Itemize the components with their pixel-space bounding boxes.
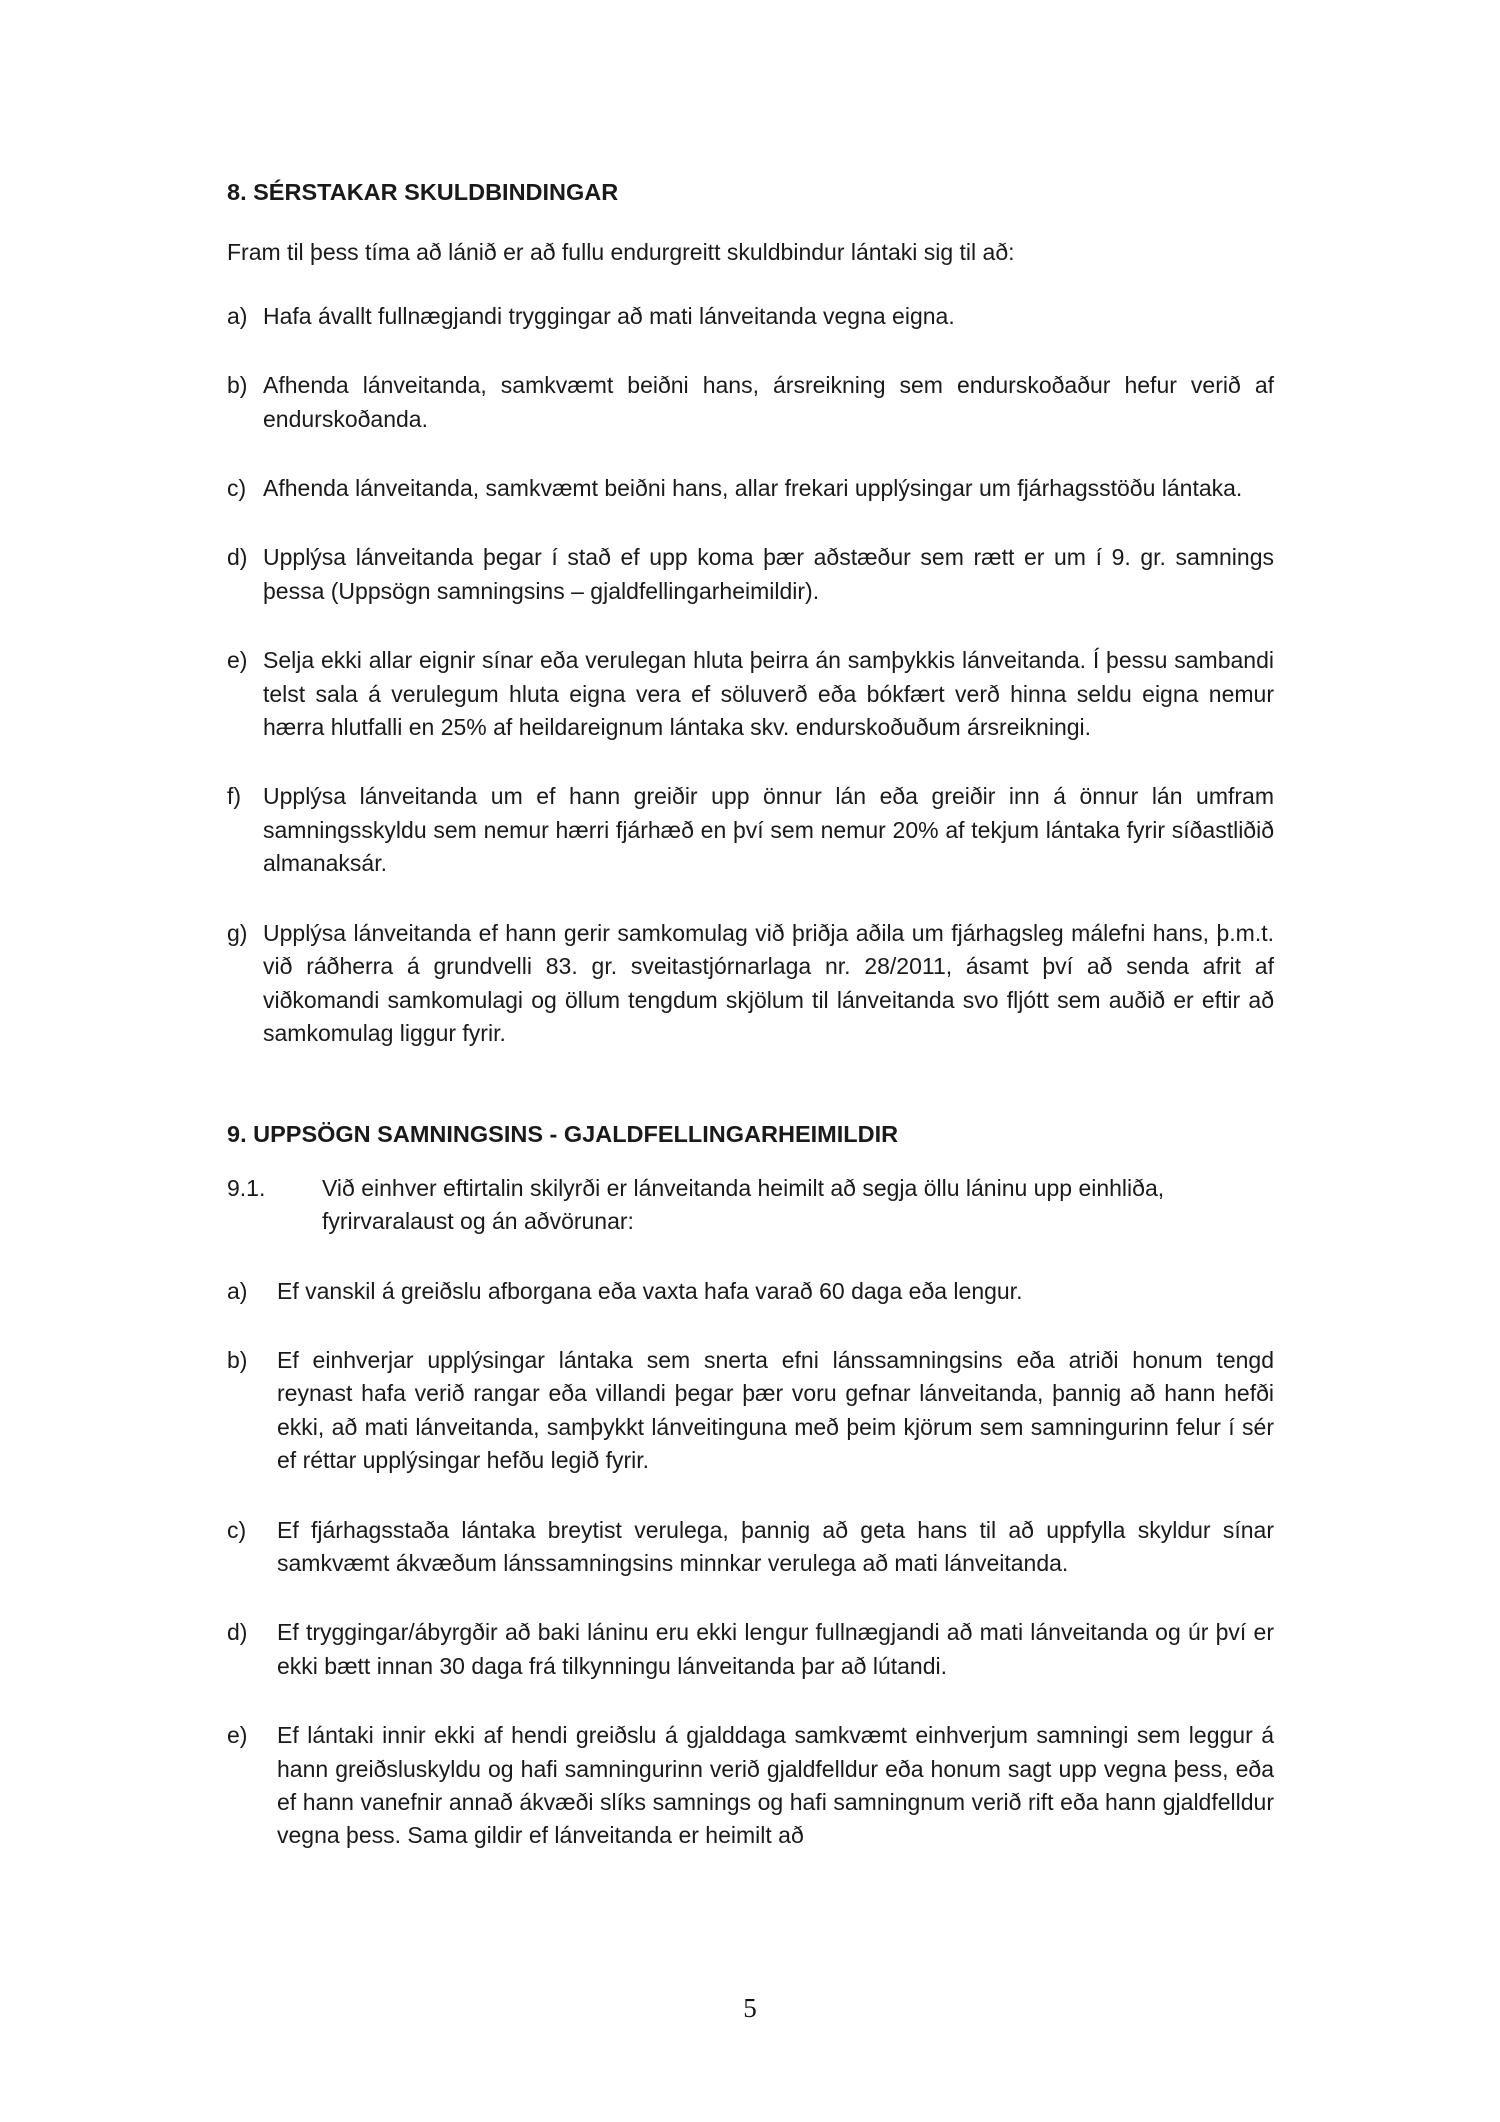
list-item-9c xyxy=(227,1514,1274,1581)
list-item-text: Upplýsa lánveitanda þegar í stað ef upp koma þær aðstæður sem rætt er um í 9. gr. samnings þessa (Uppsögn samningsins – gjaldfellingarheimildir). xyxy=(263,544,1274,604)
list-item-label: b) xyxy=(227,372,248,399)
list-item-text: Ef einhverjar upplýsingar lántaka sem snerta efni lánssamningsins eða atriði honum tengd reynast hafa verið rangar eða villandi þegar þær voru gefnar lánveitanda, þannig að hann hefði ekki, að mati lánveitanda, samþykkt lánveitinguna með þeim kjörum sem samningurinn felur í sér ef réttar upplýsingar hefðu legið fyrir. xyxy=(277,1346,1274,1474)
clause-label: 9.1. xyxy=(227,1174,266,1201)
list-item-label: f) xyxy=(227,783,242,810)
list-item-text: Upplýsa lánveitanda um ef hann greiðir upp önnur lán eða greiðir inn á önnur lán umfram samningsskyldu sem nemur hærri fjárhæð en því sem nemur 20% af tekjum lántaka fyrir síðastliðið almanaksár. xyxy=(263,783,1274,877)
list-item-9e xyxy=(227,1719,1274,1853)
list-item-9d xyxy=(227,1616,1274,1683)
list-item-text: Upplýsa lánveitanda ef hann gerir samkomulag við þriðja aðila um fjárhagsleg málefni hans, þ.m.t. við ráðherra á grundvelli 83. gr. sveitastjórnarlaga nr. 28/2011, ásamt því að senda afrit af viðkomandi samkomulagi og öllum tengdum skjölum til lánveitanda svo fljótt sem auðið er eftir að samkomulag liggur fyrir. xyxy=(263,919,1274,1046)
page-number: 5 xyxy=(743,1993,757,2023)
list-item-8f xyxy=(227,780,1274,880)
list-item-9b xyxy=(227,1344,1274,1478)
list-item-text: Hafa ávallt fullnægjandi tryggingar að mati lánveitanda vegna eigna. xyxy=(263,302,955,329)
list-item-text: Ef lántaki innir ekki af hendi greiðslu á gjalddaga samkvæmt einhverjum samningi sem leggur á hann greiðsluskyldu og hafi samningurinn verið gjaldfelldur eða honum sagt upp vegna þess, eða ef hann vanefnir annað ákvæði slíks samnings og hafi samningnum verið rift eða hann gjaldfelldur vegna þess. Sama gildir ef lánveitanda er heimilt að xyxy=(277,1722,1274,1849)
list-item-label: d) xyxy=(227,544,248,571)
list-item-label: a) xyxy=(227,302,248,329)
list-item-text: Afhenda lánveitanda, samkvæmt beiðni hans, ársreikning sem endurskoðaður hefur verið af endurskoðanda. xyxy=(263,372,1274,432)
list-item-text: Afhenda lánveitanda, samkvæmt beiðni hans, allar frekari upplýsingar um fjárhagsstöðu lántaka. xyxy=(263,475,1243,502)
list-item-label: c) xyxy=(227,475,247,502)
list-item-label: b) xyxy=(227,1346,248,1373)
document-content xyxy=(227,176,1274,1853)
list-item-label: d) xyxy=(227,1619,248,1646)
list-item-label: g) xyxy=(227,919,248,946)
clause-text: Við einhver eftirtalin skilyrði er lánveitanda heimilt að segja öllu láninu upp einhliða, fyrirvaralaust og án aðvörunar: xyxy=(322,1174,1165,1235)
list-item-8e xyxy=(227,644,1274,744)
list-item-text: Ef tryggingar/ábyrgðir að baki láninu eru ekki lengur fullnægjandi að mati lánveitanda og úr því er ekki bætt innan 30 daga frá tilkynningu lánveitanda þar að lútandi. xyxy=(277,1619,1274,1679)
list-item-8d xyxy=(227,541,1274,608)
clause-9-1 xyxy=(227,1172,1274,1239)
list-item-text: Ef vanskil á greiðslu afborgana eða vaxta hafa varað 60 daga eða lengur. xyxy=(277,1277,1023,1304)
section-8-intro: Fram til þess tíma að lánið er að fullu endurgreitt skuldbindur lántaki sig til að: xyxy=(227,239,1015,266)
list-item-8b xyxy=(227,369,1274,436)
list-item-8c xyxy=(227,472,1274,505)
section-9-heading: 9. UPPSÖGN SAMNINGSINS - GJALDFELLINGARHEIMILDIR xyxy=(227,1121,899,1148)
list-item-text: Selja ekki allar eignir sínar eða verulegan hluta þeirra án samþykkis lánveitanda. Í þessu sambandi telst sala á verulegum hluta eigna vera ef söluverð eða bókfært verð hinna seldu eigna nemur hærra hlutfalli en 25% af heildareignum lántaka skv. endurskoðuðum ársreikningi. xyxy=(263,647,1274,741)
list-item-label: c) xyxy=(227,1516,247,1543)
list-item-label: e) xyxy=(227,647,248,674)
list-item-text: Ef fjárhagsstaða lántaka breytist verulega, þannig að geta hans til að uppfylla skyldur sínar samkvæmt ákvæðum lánssamningsins minnkar verulega að mati lánveitanda. xyxy=(277,1516,1274,1576)
list-item-8g xyxy=(227,917,1274,1051)
list-item-label: e) xyxy=(227,1722,248,1749)
list-item-8a xyxy=(227,300,1274,333)
section-8-heading: 8. SÉRSTAKAR SKULDBINDINGAR xyxy=(227,179,619,205)
list-item-9a xyxy=(227,1275,1274,1308)
list-item-label: a) xyxy=(227,1277,248,1304)
